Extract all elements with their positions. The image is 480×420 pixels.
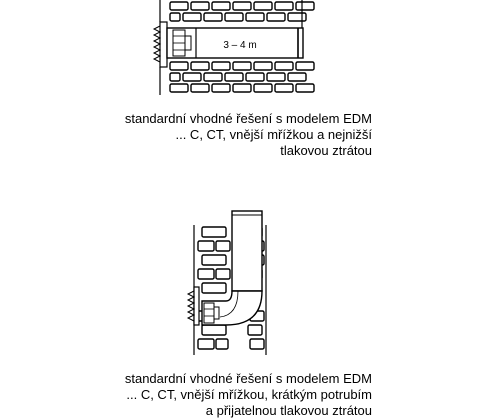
distance-label: 3 – 4 m xyxy=(223,40,257,51)
connector xyxy=(214,307,219,319)
brick-rows-top xyxy=(170,2,314,21)
grille-unit xyxy=(204,303,214,323)
caption-line: standardní vhodné řešení s modelem EDM xyxy=(124,371,372,386)
caption-line: a přijatelnou tlakovou ztrátou xyxy=(205,403,372,418)
caption-line: ... C, CT, vnější mřížkou a nejnižší xyxy=(175,127,372,142)
wall-plate xyxy=(160,22,167,67)
caption-straight-duct xyxy=(72,111,372,159)
caption-line: standardní vhodné řešení s modelem EDM xyxy=(124,111,372,126)
outer-grille-icon xyxy=(188,291,194,321)
wall-plate xyxy=(194,287,199,325)
connector xyxy=(185,36,191,50)
wall-duct-diagram-straight xyxy=(140,0,340,95)
brick-rows-bottom xyxy=(170,62,314,92)
caption-elbow-duct xyxy=(72,371,372,419)
wall-duct-illustration xyxy=(140,0,340,95)
outer-grille-icon xyxy=(154,26,160,62)
vertical-duct xyxy=(232,211,262,291)
caption-line: ... C, CT, vnější mřížkou, krátkým potrubím xyxy=(126,387,372,402)
wall-elbow-illustration xyxy=(180,205,280,355)
caption-line: tlakovou ztrátou xyxy=(280,143,372,158)
wall-duct-diagram-elbow xyxy=(180,205,280,355)
